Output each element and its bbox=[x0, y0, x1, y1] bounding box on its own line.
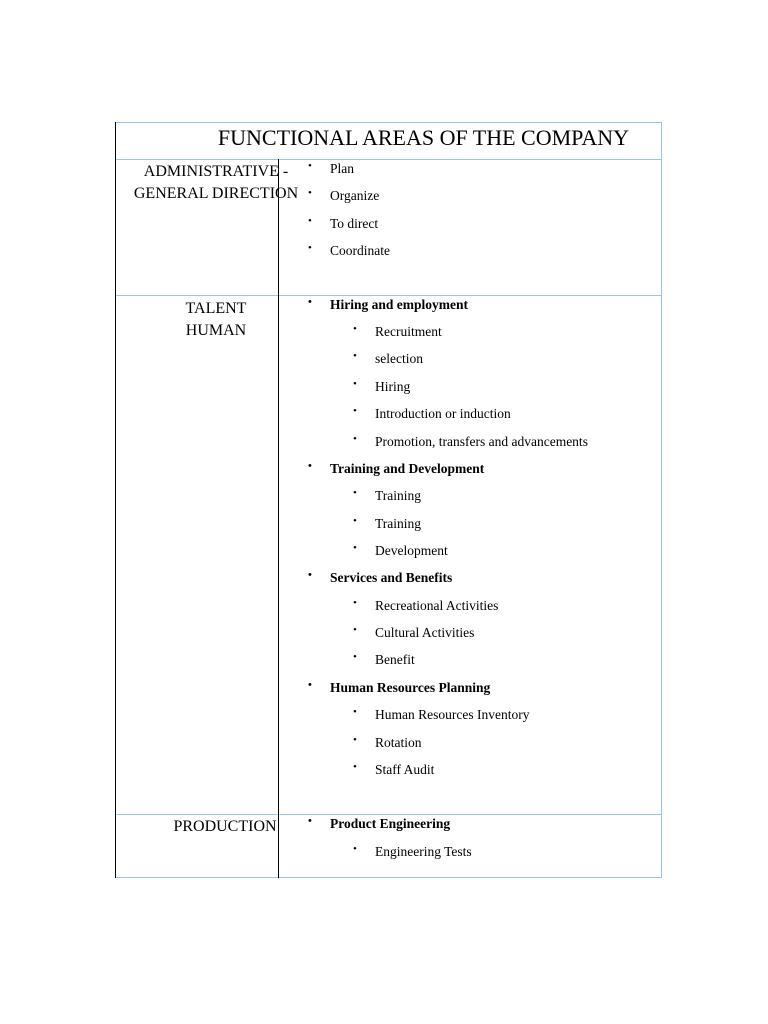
list-item-text: Product Engineering bbox=[330, 816, 451, 831]
list-item bbox=[308, 460, 485, 477]
bullet-icon: • bbox=[308, 569, 312, 581]
bullet-icon: • bbox=[353, 433, 357, 445]
list-item-text: Recruitment bbox=[375, 324, 442, 339]
bullet-icon: • bbox=[353, 487, 357, 499]
list-item bbox=[353, 542, 448, 559]
bullet-icon: • bbox=[353, 515, 357, 527]
list-item-text: Organize bbox=[330, 188, 380, 203]
table-bottom-border bbox=[116, 877, 662, 878]
list-item-text: Rotation bbox=[375, 735, 422, 750]
list-item bbox=[353, 433, 588, 450]
bullet-icon: • bbox=[353, 405, 357, 417]
bullet-icon: • bbox=[353, 651, 357, 663]
bullet-icon: • bbox=[308, 215, 312, 227]
list-item bbox=[308, 215, 379, 232]
bullet-icon: • bbox=[308, 187, 312, 199]
bullet-icon: • bbox=[308, 815, 312, 827]
area-label-administrative: ADMINISTRATIVE - GENERAL DIRECTION bbox=[133, 163, 299, 202]
list-item bbox=[353, 378, 411, 395]
list-item bbox=[353, 405, 511, 422]
list-item-text: Training bbox=[375, 488, 422, 503]
area-label-production: PRODUCTION bbox=[173, 818, 277, 835]
row-divider-1 bbox=[116, 295, 662, 296]
list-item-text: Human Resources Planning bbox=[330, 680, 491, 695]
list-item-text: Training and Development bbox=[330, 461, 485, 476]
table-right-border bbox=[661, 122, 662, 878]
list-item bbox=[353, 624, 475, 641]
list-item-text: Promotion, transfers and advancements bbox=[375, 434, 588, 449]
list-item bbox=[308, 160, 355, 177]
row-divider-header bbox=[116, 159, 662, 160]
list-item-text: Cultural Activities bbox=[375, 625, 475, 640]
bullet-icon: • bbox=[353, 542, 357, 554]
list-item-text: Services and Benefits bbox=[330, 570, 453, 585]
list-item-text: Development bbox=[375, 543, 448, 558]
bullet-icon: • bbox=[308, 679, 312, 691]
list-item bbox=[353, 651, 415, 668]
bullet-icon: • bbox=[353, 624, 357, 636]
list-item bbox=[353, 761, 435, 778]
list-item bbox=[353, 487, 422, 504]
bullet-icon: • bbox=[308, 296, 312, 308]
list-item-text: Training bbox=[375, 516, 422, 531]
bullet-icon: • bbox=[308, 160, 312, 172]
list-item bbox=[308, 242, 390, 259]
bullet-icon: • bbox=[353, 734, 357, 746]
list-item bbox=[308, 187, 380, 204]
list-item bbox=[353, 597, 499, 614]
bullet-icon: • bbox=[353, 323, 357, 335]
table-title: FUNCTIONAL AREAS OF THE COMPANY bbox=[217, 125, 630, 150]
list-item bbox=[353, 515, 422, 532]
list-item bbox=[308, 296, 469, 313]
row-divider-2 bbox=[116, 814, 662, 815]
bullet-icon: • bbox=[353, 761, 357, 773]
list-item-text: Recreational Activities bbox=[375, 598, 499, 613]
list-item bbox=[308, 679, 491, 696]
list-item bbox=[353, 706, 530, 723]
list-item-text: Benefit bbox=[375, 652, 415, 667]
bullet-icon: • bbox=[353, 843, 357, 855]
bullet-icon: • bbox=[353, 378, 357, 390]
bullet-icon: • bbox=[308, 460, 312, 472]
column-divider bbox=[278, 159, 279, 878]
area-label-talent-human: TALENT HUMAN bbox=[185, 300, 247, 339]
list-item bbox=[308, 815, 451, 832]
list-item bbox=[353, 323, 442, 340]
list-item-text: Hiring bbox=[375, 379, 411, 394]
list-item-text: Human Resources Inventory bbox=[375, 707, 530, 722]
list-item bbox=[353, 734, 422, 751]
list-item bbox=[353, 350, 423, 367]
bullet-icon: • bbox=[308, 242, 312, 254]
bullet-icon: • bbox=[353, 706, 357, 718]
list-item-text: selection bbox=[375, 351, 423, 366]
bullet-icon: • bbox=[353, 597, 357, 609]
bullet-icon: • bbox=[353, 350, 357, 362]
list-item-text: To direct bbox=[330, 216, 379, 231]
list-item-text: Introduction or induction bbox=[375, 406, 511, 421]
list-item-text: Staff Audit bbox=[375, 762, 435, 777]
table-left-border bbox=[115, 122, 116, 878]
list-item-text: Hiring and employment bbox=[330, 297, 469, 312]
list-item-text: Engineering Tests bbox=[375, 844, 472, 859]
list-item-text: Coordinate bbox=[330, 243, 390, 258]
table-top-border bbox=[116, 122, 662, 123]
list-item bbox=[353, 843, 472, 860]
list-item bbox=[308, 569, 453, 586]
list-item-text: Plan bbox=[330, 161, 355, 176]
